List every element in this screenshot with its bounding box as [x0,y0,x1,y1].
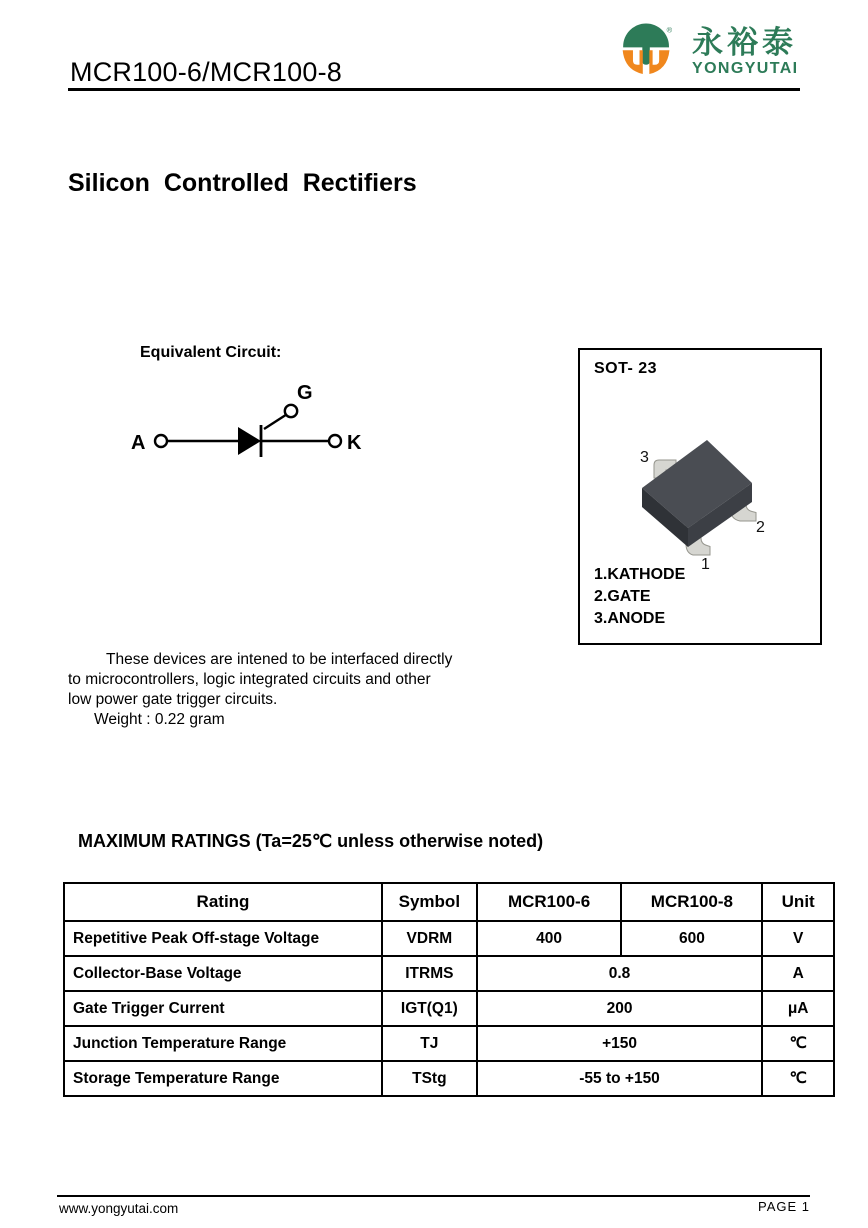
pin-label-kathode: 1.KATHODE [594,566,686,583]
column-header-unit: Unit [762,883,834,921]
rating-unit: ℃ [762,1026,834,1061]
column-header-rating: Rating [64,883,382,921]
kathode-terminal-label: K [347,432,362,454]
rating-name: Storage Temperature Range [64,1061,382,1096]
footer-rule [57,1195,810,1197]
page-title: Silicon Controlled Rectifiers [68,169,417,197]
table-row [64,1061,834,1096]
logo-chinese-name: 永裕泰 [692,25,797,60]
rating-name: Collector-Base Voltage [64,956,382,991]
rating-value: 200 [477,991,763,1026]
package-name: SOT- 23 [594,360,658,377]
equivalent-circuit-label: Equivalent Circuit: [140,344,282,361]
logo-text [692,25,799,78]
description-line: low power gate trigger circuits. [68,691,278,708]
part-number-heading: MCR100-6/MCR100-8 [70,57,342,87]
rating-symbol: TJ [382,1026,477,1061]
rating-unit: ℃ [762,1061,834,1096]
gate-terminal-label: G [297,383,313,404]
rating-name: Junction Temperature Range [64,1026,382,1061]
table-row [64,921,834,956]
footer-page-number: PAGE 1 [757,1199,810,1214]
pin-number-2: 2 [756,519,765,536]
table-row [64,956,834,991]
header-rule [68,88,800,91]
pin-number-1: 1 [701,556,710,573]
rating-value-mcr100-6: 400 [477,921,622,956]
rating-name: Gate Trigger Current [64,991,382,1026]
rating-unit: μA [762,991,834,1026]
maximum-ratings-heading: MAXIMUM RATINGS (Ta=25℃ unless otherwise noted) [78,831,544,851]
rating-unit: A [762,956,834,991]
scr-triangle [238,427,261,455]
rating-unit: V [762,921,834,956]
rating-value: +150 [477,1026,763,1061]
rating-name: Repetitive Peak Off-stage Voltage [64,921,382,956]
kathode-terminal-circle [329,435,341,447]
rating-value: 0.8 [477,956,763,991]
scr-symbol-diagram [125,383,370,461]
package-outline-box [578,348,822,645]
table-row [64,991,834,1026]
registered-mark: ® [666,25,673,35]
column-header-mcr100-8: MCR100-8 [621,883,762,921]
pin-number-3: 3 [640,449,649,466]
rating-symbol: ITRMS [382,956,477,991]
column-header-symbol: Symbol [382,883,477,921]
gate-terminal-circle [285,405,297,417]
description-line: These devices are intened to be interfaced directly [106,651,453,668]
pin-assignment-list [594,564,685,630]
rating-symbol: IGT(Q1) [382,991,477,1026]
pin-label-gate: 2.GATE [594,588,651,605]
rating-symbol: VDRM [382,921,477,956]
footer-website: www.yongyutai.com [59,1201,179,1216]
gate-lead [264,415,287,430]
maximum-ratings-table [63,882,835,1097]
table-row [64,1026,834,1061]
rating-symbol: TStg [382,1061,477,1096]
rating-value-mcr100-8: 600 [621,921,762,956]
sot23-package-image [600,420,800,580]
rating-value: -55 to +150 [477,1061,763,1096]
anode-terminal-circle [155,435,167,447]
logo-latin-name: YONGYUTAI [692,60,799,77]
table-header-row [64,883,834,921]
description-line: to microcontrollers, logic integrated circuits and other [68,671,431,688]
anode-terminal-label: A [131,432,146,454]
column-header-mcr100-6: MCR100-6 [477,883,622,921]
yongyutai-logo-icon [618,22,676,84]
pin-label-anode: 3.ANODE [594,610,666,627]
device-description [68,650,508,730]
weight-line: Weight : 0.22 gram [94,711,225,728]
yongyutai-logo [618,22,799,84]
